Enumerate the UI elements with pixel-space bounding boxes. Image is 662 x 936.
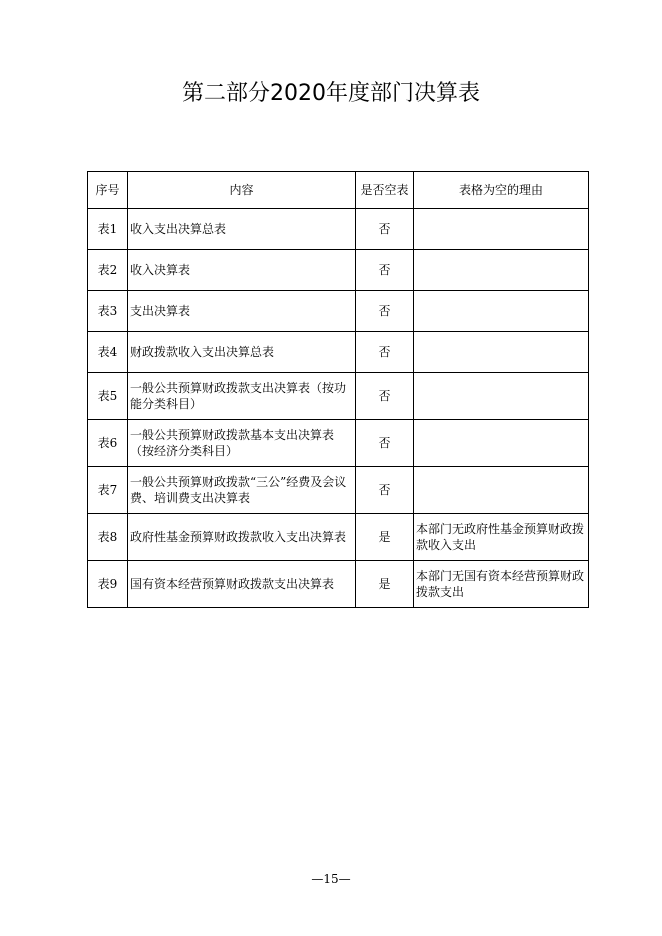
cell-is-empty: 否 bbox=[356, 291, 414, 332]
table-row bbox=[88, 209, 589, 250]
table-row bbox=[88, 514, 589, 561]
cell-reason bbox=[414, 291, 589, 332]
table-row bbox=[88, 561, 589, 608]
cell-reason: 本部门无国有资本经营预算财政拨款支出 bbox=[414, 561, 589, 608]
cell-seq: 表5 bbox=[88, 373, 128, 420]
cell-reason bbox=[414, 250, 589, 291]
cell-seq: 表2 bbox=[88, 250, 128, 291]
table-row bbox=[88, 420, 589, 467]
cell-is-empty: 否 bbox=[356, 332, 414, 373]
cell-seq: 表3 bbox=[88, 291, 128, 332]
cell-seq: 表1 bbox=[88, 209, 128, 250]
cell-name: 一般公共预算财政拨款“三公”经费及会议费、培训费支出决算表 bbox=[128, 467, 356, 514]
cell-name: 收入决算表 bbox=[128, 250, 356, 291]
table-header-row bbox=[88, 172, 589, 209]
cell-name: 国有资本经营预算财政拨款支出决算表 bbox=[128, 561, 356, 608]
cell-seq: 表8 bbox=[88, 514, 128, 561]
page-number: —15— bbox=[311, 872, 351, 886]
cell-reason bbox=[414, 209, 589, 250]
table-row bbox=[88, 332, 589, 373]
table-row bbox=[88, 373, 589, 420]
cell-seq: 表4 bbox=[88, 332, 128, 373]
cell-name: 财政拨款收入支出决算总表 bbox=[128, 332, 356, 373]
cell-name: 支出决算表 bbox=[128, 291, 356, 332]
cell-reason bbox=[414, 332, 589, 373]
cell-reason bbox=[414, 467, 589, 514]
cell-name: 一般公共预算财政拨款基本支出决算表（按经济分类科目） bbox=[128, 420, 356, 467]
cell-is-empty: 否 bbox=[356, 467, 414, 514]
header-seq: 序号 bbox=[88, 172, 128, 209]
table-row bbox=[88, 250, 589, 291]
cell-name: 一般公共预算财政拨款支出决算表（按功能分类科目） bbox=[128, 373, 356, 420]
page-title: 第二部分2020年度部门决算表 bbox=[182, 81, 480, 106]
table-row bbox=[88, 467, 589, 514]
table-catalog bbox=[87, 171, 589, 608]
cell-is-empty: 是 bbox=[356, 514, 414, 561]
header-name: 内容 bbox=[128, 172, 356, 209]
cell-name: 政府性基金预算财政拨款收入支出决算表 bbox=[128, 514, 356, 561]
cell-is-empty: 否 bbox=[356, 250, 414, 291]
table-row bbox=[88, 291, 589, 332]
cell-reason: 本部门无政府性基金预算财政拨款收入支出 bbox=[414, 514, 589, 561]
header-is-empty: 是否空表 bbox=[356, 172, 414, 209]
cell-seq: 表6 bbox=[88, 420, 128, 467]
header-reason: 表格为空的理由 bbox=[414, 172, 589, 209]
cell-seq: 表9 bbox=[88, 561, 128, 608]
cell-is-empty: 否 bbox=[356, 209, 414, 250]
cell-is-empty: 是 bbox=[356, 561, 414, 608]
cell-reason bbox=[414, 420, 589, 467]
cell-is-empty: 否 bbox=[356, 373, 414, 420]
cell-name: 收入支出决算总表 bbox=[128, 209, 356, 250]
cell-reason bbox=[414, 373, 589, 420]
cell-is-empty: 否 bbox=[356, 420, 414, 467]
cell-seq: 表7 bbox=[88, 467, 128, 514]
